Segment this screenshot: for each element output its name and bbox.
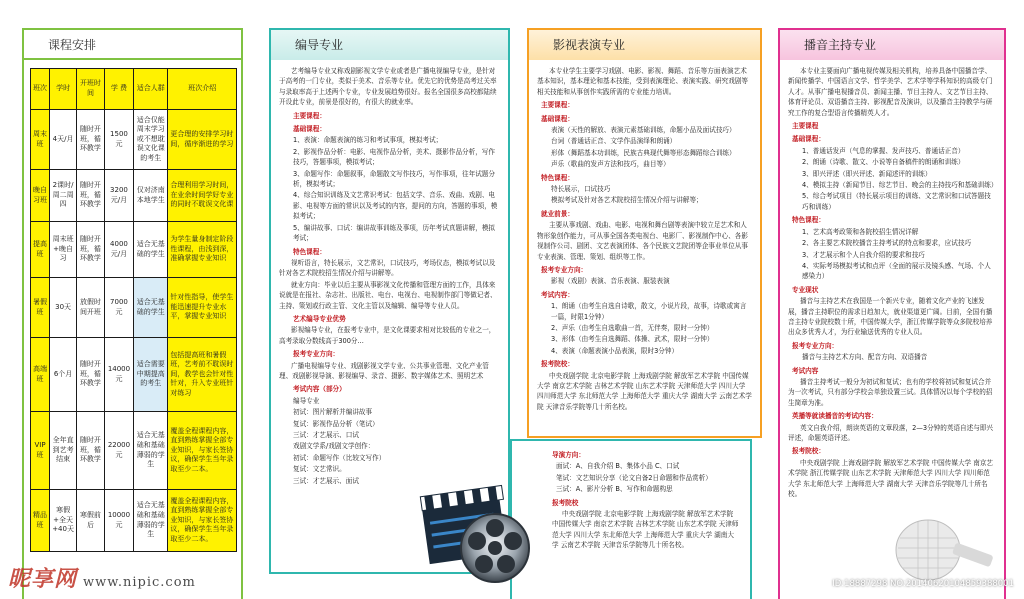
direction-text: 影视（戏剧）表演、音乐表演、服装表演 [551,277,670,286]
course-schedule-panel [22,28,243,599]
list-item: 4、综合知识训练及文艺常识考试：包括文学、音乐、戏曲、戏剧、电影、电视等方面的常识以及考试的内容，提问的方向，答题的事项，模拟考试； [293,191,498,221]
direction-text: 播音与主持艺术方向、配音方向、双语播音 [802,353,928,362]
list-item: 台词（普通话正音、文学作品演绎和朗诵） [551,137,677,146]
panel-title: 课程安排 [24,30,241,60]
table-row [31,110,237,170]
table-cell: 2课时/周二周四 [50,170,77,222]
list-item: 1、艺术高考政策和各院校招生情况详解 [802,227,919,236]
section-heading: 专业现状 [792,285,819,294]
list-item: 表演（天性的解放、表演元素基础训练，命题小品及面试技巧） [551,126,736,135]
table-cell: 适合无基础的学生 [134,222,168,278]
table-cell: 放假时间开班 [77,278,105,338]
section-heading: 基础课程： [293,125,326,134]
list-item: 1、朗诵（由考生自选自诗歌，散文，小说片段，故事，诗歌或寓言一篇，时限1分钟） [551,302,747,321]
job-text: 就业方向：毕业以后主要从事影视文化传播和管理方面的工作，具体来说就是在报社、杂志社、出版社、电台、电视台、电视制作部门等做记者、主持、策划或行政主管、文化主管以及编辑、编导等专业人员。 [279,280,497,310]
table-header-cell: 学 费 [104,69,133,110]
section-heading: 特色课程： [293,247,326,256]
table-cell: 适合无基础的学生 [134,278,168,338]
film-reel-clapperboard-icon [407,478,537,588]
schools-text: 中央戏剧学院 北京电影学院 上海戏剧学院 解放军艺术学院 中国传媒大学 南京艺术学院 吉林艺术学院 山东艺术学院 天津师范大学 四川大学 四川师范大学 东北师范大学 上海师范大学 重庆大学 湖南大学 云南艺术学院 天津音乐学院等几十所名校。 [537,371,752,411]
panel-title: 播音主持专业 [780,30,1004,60]
table-cell: 10000元 [104,490,133,552]
status-text: 播音与主持艺术在我国是一个新兴专业，随着文化产业的飞速发展，播音主持职位的需求日趋加大，就业渠道更广阔。目前，全国有播音主持专业院校数十所，中国传媒大学，浙江传媒学院等众多院校培养出众多优秀人才，为行业输送优秀的专业人员。 [788,297,993,337]
table-cell: 仅对济南本地学生 [134,170,168,222]
table-row [31,278,237,338]
section-heading: 特色课程： [541,173,574,182]
section-heading: 主要课程 [792,122,819,131]
table-cell: 包括提高班和暑假班，艺考前不耽误时间，教学也会针对性针对，升入专业班针对练习 [168,338,237,412]
table-header-cell: 适合人群 [134,69,168,110]
list-item: 1、表演：命题表演的练习和考试事项，模拟考试； [293,136,443,145]
section-heading: 报考专业方向： [792,341,839,350]
table-row [31,490,237,552]
table-cell: 适合无基础和基础薄弱的学生 [134,490,168,552]
section-heading: 就业前景： [541,209,574,218]
list-item: 编导专业 [293,396,320,405]
table-header-cell: 班次 [31,69,50,110]
list-item: 模拟考试及针对各艺术院校招生情况介绍与讲解等； [551,196,703,205]
table-cell: 随时开班，循环教学 [77,170,105,222]
table-cell: 6个月 [50,338,77,412]
section-heading: 考试内容： [541,290,574,299]
advantage-text: 影视编导专业，在报考专业中，是文化课要求相对比较低的专业之一，高考录取分数线高于300分... [279,326,496,345]
list-item: 2、朗诵（诗歌、散文、小说等自备稿件的朗诵和训练） [802,158,965,167]
table-cell: 4天/月 [50,110,77,170]
list-item: 1、普通话发声（气息的掌握、发声技巧、普通话正音） [802,146,965,155]
table-row [31,338,237,412]
table-cell: 随时开班，循环教学 [77,338,105,412]
list-item: 声乐（歌曲的发声方法和技巧，曲目等） [551,160,670,169]
table-header-cell: 班次介绍 [168,69,237,110]
table-cell: 全年直到艺考结束 [50,412,77,490]
section-heading: 主要课程： [541,101,574,110]
exam2-text: 英文自我介绍，朗读英语的文章段落，2—3分钟的英语自述与即兴评述，命题英语评述。 [788,423,994,442]
schools-text: 中央戏剧学院 北京电影学院 上海戏剧学院 解放军艺术学院 中国传媒大学 南京艺术学院 吉林艺术学院 山东艺术学院 天津师范大学 四川大学 东北师范大学 上海师范大学 重庆大学 湖南大学 云南艺术学院 天津音乐学院等几十所名校。 [552,510,739,550]
table-cell: 针对性指导，使学生能迅速提升专业水平，掌握专业知识 [168,278,237,338]
list-item: 戏剧文学系/戏剧文学创作： [293,442,375,451]
section-heading: 报考院校 [552,498,579,507]
table-cell: 随时开班，循环教学 [77,110,105,170]
section-heading: 基础课程： [541,114,574,123]
schools-text: 中央戏剧学院 上海戏剧学院 解放军艺术学院 中国传媒大学 南京艺术学院 浙江传媒学院 山东艺术学院 天津师范大学 四川大学 四川师范大学 东北师范大学 上海师范大学 湖南大学 天津音乐学院等几十所名校。 [788,458,994,499]
list-item: 2、影视作品分析：电影、电视作品分析，美术、摄影作品分析，写作技巧，答题事项，模拟考试； [293,147,496,167]
table-cell: 1500元 [104,110,133,170]
special-text: 视听语言，特长展示，文艺常识，口试技巧，考场仪态，模拟考试以及针对各艺术院校招生情况介绍与讲解等。 [279,258,496,278]
table-cell: 适合需要中期提高的考生 [134,338,168,412]
intro-text: 本专业学生主要学习戏剧、电影、影视、舞蹈、音乐等方面表演艺术基本知识，基本理论和基本技能，受到表演理论、表演实践、研究戏剧等相关技能和从事创作实践所需的专业能力培训。 [537,67,748,96]
list-item: 初试：图片解析并编讲故事 [293,408,373,417]
table-cell: 更合理的安排学习时间，循序渐进的学习 [168,110,237,170]
list-item: 3、才艺展示和个人自我介绍的要求和技巧 [802,250,925,259]
acting-major-panel [527,28,762,438]
table-cell: 晚自习班 [31,170,50,222]
panel-title: 影视表演专业 [529,30,760,60]
intro-text: 本专业主要面向广播电视传媒及相关机构，培养具备中国播音学、新闻传播学、中国语言文学、哲学美学、艺术学等学科知识的高级专门人才。从事广播电视播音员、新闻主播、节目主持人、文艺节目主持、体育评论员、双语播音主持、影视配音及演讲，以及播音主持教学与研究工作的复合型语言传播精英人才。 [788,67,993,117]
list-item: 2、各主要艺术院校播音主持考试的特点和要求，应试技巧 [802,239,972,248]
section-heading: 报考院校： [792,447,825,456]
directing-exam-panel [510,439,752,599]
list-item: 三试：才艺展示、面试 [293,476,359,485]
table-cell: 合理利用学习时间，在业余时间学好专业的同时不耽误文化课 [168,170,237,222]
list-item: 特长展示，口试技巧 [551,185,611,194]
list-item: 4、模拟主持（新闻节目、综艺节目、晚会的主持技巧和基础训练） [802,181,998,190]
section-heading: 英播等就读播音的考试内容： [792,412,878,421]
table-cell: 为学生量身制定阶段性课程，由浅到深，准确掌握专业知识 [168,222,237,278]
table-cell: 随时开班，循环教学 [77,412,105,490]
list-item: 3、即兴评述（即兴评述、新闻述评的训练） [802,169,932,178]
list-item: 3、命题写作：命题叙事，命题散文写作技巧，写作事项，往年试题分析，模拟考试； [293,169,496,189]
table-cell: 3200元/月 [104,170,133,222]
list-item: 5、综合考试项目（特长展示项目的训练、文艺常识和口试答题技巧和训练） [802,192,991,211]
table-cell: 覆盖全程课程内容，直到熟练掌握全部专业知识，与家长签协议，确保学生当年录取至少二本。 [168,412,237,490]
course-table [30,68,237,552]
table-cell: VIP班 [31,412,50,490]
list-item: 4、实际考场模拟考试和点评（全面的展示及镜头感、气场、个人感染力） [802,261,991,281]
watermark-logo: 昵享网 www.nipic.com [8,566,196,592]
table-row [31,222,237,278]
list-item: 形体（舞蹈基本功训练，民族古典现代舞等形态舞蹈综合训练） [551,148,736,157]
table-cell: 适合仅能周末学习或不想耽误文化课的考生 [134,110,168,170]
list-item: 4、表演（命题表演小品表演，限时3分钟） [551,346,679,355]
table-row [31,170,237,222]
section-heading: 艺术编导专业优势 [293,314,346,323]
intro-text: 艺考编导专业又称戏剧影视文学专业或者是广播电视编导专业，是针对于高考的一门专业，类似于美术、音乐等专业。优先它的优势是高考过关率与录取率高于上述两个专业，专业发展趋势很好。报名全国很多高校都陆续开设此专业，前景是很好的，有很大的就业率。 [279,67,497,107]
directions-text: 广播电视编导专业、戏剧影视文学专业、公共事业管理、文化产业管理、戏剧影视导演、影视编导、录音、摄影、数字媒体艺术、照明艺术 [279,361,489,380]
table-cell: 高端班 [31,338,50,412]
table-row [31,412,237,490]
table-cell: 随时开班，循环教学 [77,222,105,278]
list-item: 初试：命题写作（比较文写作） [293,453,386,462]
list-item: 复试：影视作品分析（笔试） [293,419,379,428]
panel-body [529,60,760,436]
section-heading: 考试内容 [792,366,819,375]
section-heading: 导演方向： [552,451,585,459]
list-item: 5、编讲故事、口试：编讲故事训练及事项，历年考试真题讲解，模拟考试； [293,223,496,243]
list-item: 面试：A、自我介绍 B、集体小品 C、口试 [556,462,680,471]
table-cell: 周末班+晚自习 [50,222,77,278]
list-item: 复试：文艺常识。 [293,465,346,474]
table-cell: 30天 [50,278,77,338]
table-cell: 22000元 [104,412,133,490]
section-heading: 主要课程： [293,111,326,120]
table-cell: 精品班 [31,490,50,552]
section-heading: 报考专业方向： [541,265,588,274]
table-cell: 周末班 [31,110,50,170]
table-header-cell: 学时 [50,69,77,110]
panel-title: 编导专业 [271,30,508,60]
section-heading: 考试内容（部分） [293,385,346,394]
table-cell: 7000元 [104,278,133,338]
list-item: 三试：A、影片分析 B、写作和命题构思 [556,485,673,494]
table-cell: 4000元/月 [104,222,133,278]
list-item: 笔试：文艺知识分享（论文自备2日命题和作品赏析） [556,473,712,482]
section-heading: 报考专业方向： [293,350,340,359]
table-cell: 14000元 [104,338,133,412]
exam-text: 播音主持考试一般分为初试和复试；也有的学校将初试和复试合并为一次考试，只有部分学校会单独设置三试。具体情况以每个学校的招生简章为准。 [788,377,993,407]
section-heading: 特色课程： [792,216,825,225]
list-item: 三试：才艺展示、口试 [293,431,359,439]
list-item: 3、形体（由考生自选舞蹈、体操、武术，限时一分钟） [551,335,714,344]
table-cell: 暑假班 [31,278,50,338]
watermark-id: ID:18887298 NO:20140620104859388001 [832,579,1014,589]
table-cell: 寒假前后 [77,490,105,552]
list-item: 2、声乐（由考生自选歌曲一首，无伴奏，限时一分钟） [551,323,714,332]
table-cell: 覆盖全程课程内容，直到熟练掌握全部专业知识，与家长签协议，确保学生当年录取至少二本。 [168,490,237,552]
section-heading: 基础课程： [792,135,825,144]
table-cell: 适合无基础和基础薄弱的学生 [134,412,168,490]
table-header-cell: 开班时间 [77,69,105,110]
table-cell: 寒假+全天+40天 [50,490,77,552]
section-heading: 报考院校： [541,360,574,369]
table-cell: 提高班 [31,222,50,278]
job-text: 主要从事戏剧、戏曲、电影、电视和舞台剧等表演中较立足艺术和人物形象创作能力，可从事全国各类电视台、电影厂、影视制作中心、各影视制作公司、剧团、文艺表演团体、各个民族文艺院团等企事业单位从事专业表演、管理、策划、组织等工作。 [537,221,748,261]
